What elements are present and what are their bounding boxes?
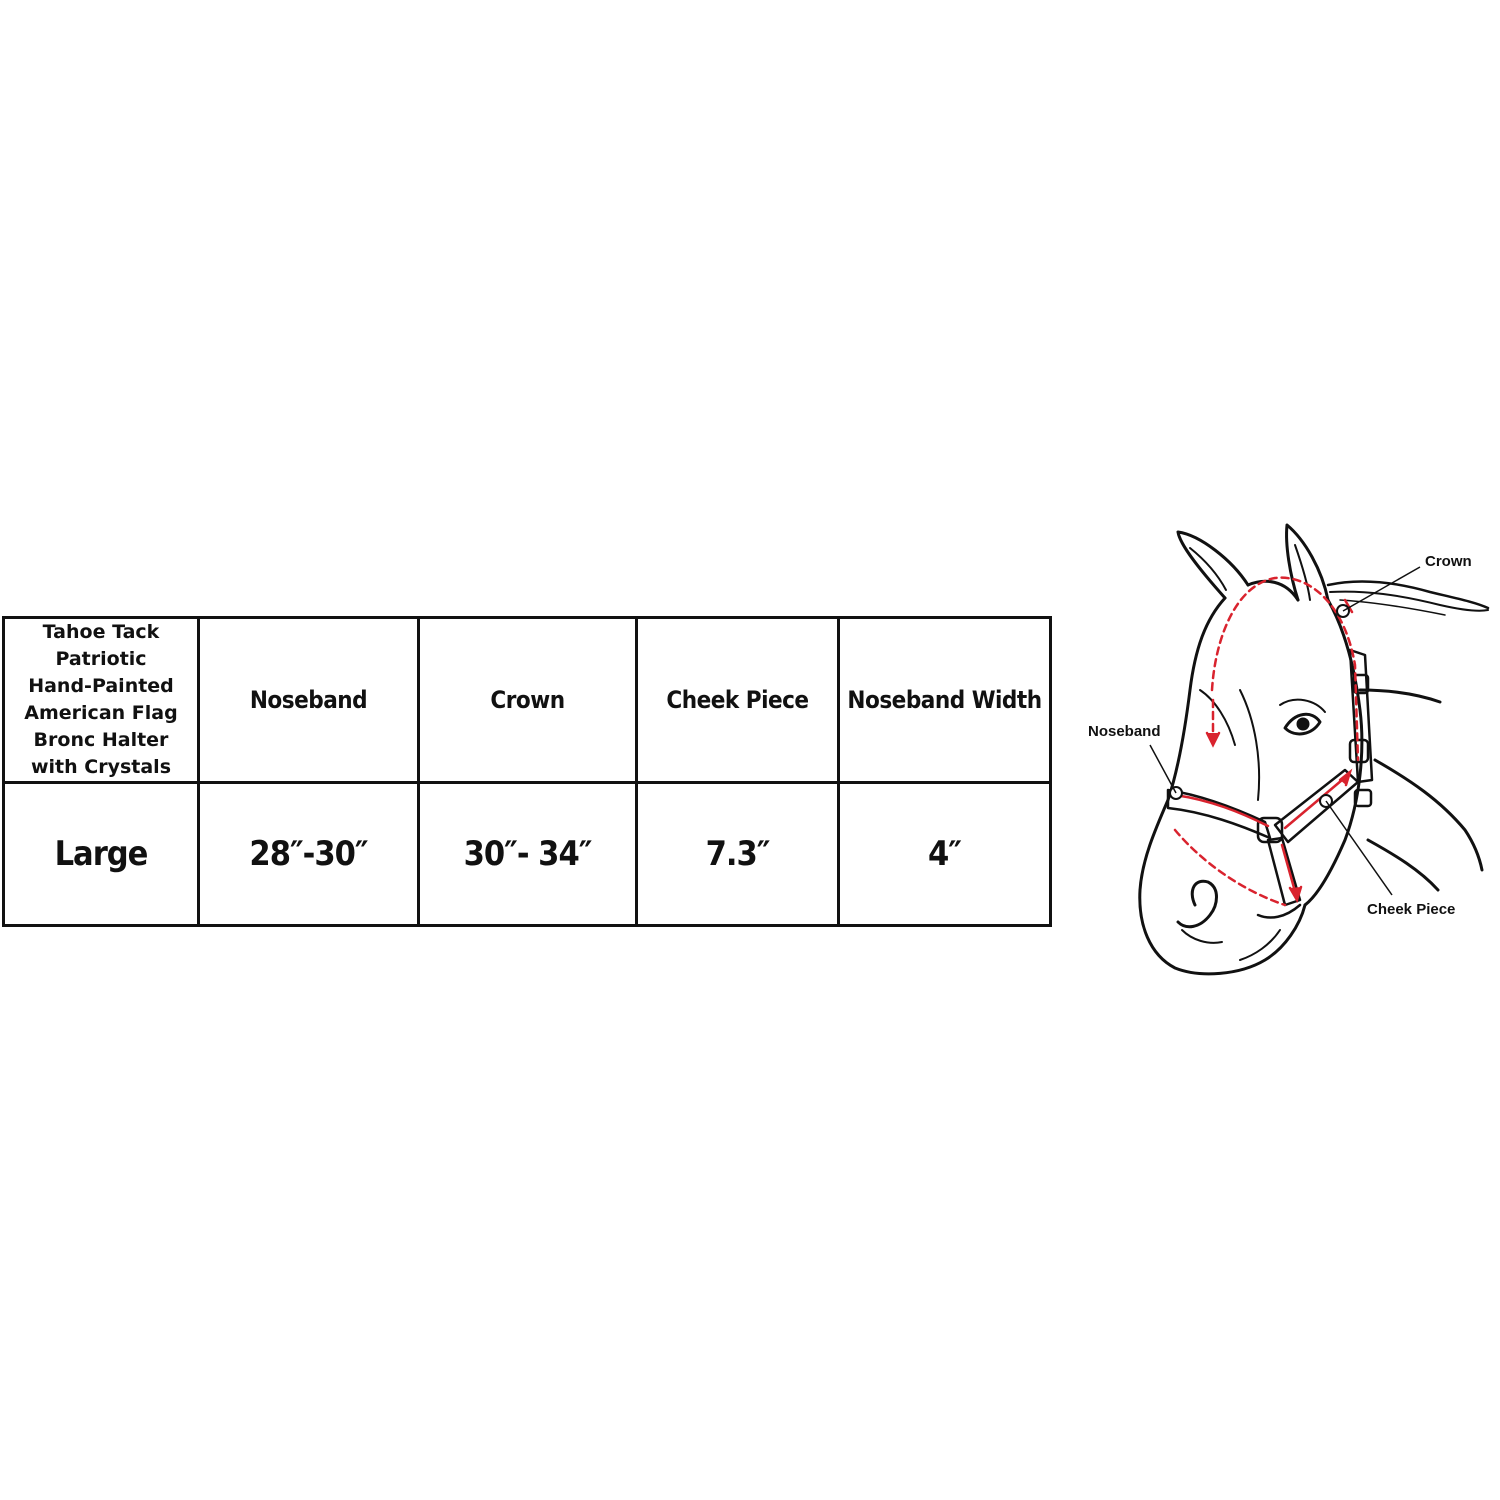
header-crown: Crown [419, 618, 637, 783]
size-row [4, 783, 1051, 926]
value-noseband-width: 4″ [839, 783, 1051, 926]
crown-label: Crown [1425, 553, 1472, 570]
horse-halter-diagram [1080, 520, 1500, 990]
value-crown: 30″- 34″ [419, 783, 637, 926]
value-noseband: 28″-30″ [199, 783, 419, 926]
product-name: Tahoe Tack Patriotic Hand-Painted American Flag Bronc Halter with Crystals [24, 621, 178, 778]
measurement-lines [1175, 578, 1358, 905]
header-noseband: Noseband [199, 618, 419, 783]
header-cheek-piece: Cheek Piece [637, 618, 839, 783]
value-cheek-piece: 7.3″ [637, 783, 839, 926]
size-cell: Large [4, 783, 199, 926]
header-row [4, 618, 1051, 783]
noseband-label: Noseband [1088, 723, 1161, 740]
size-chart-table [2, 616, 1052, 927]
header-noseband-width: Noseband Width [839, 618, 1051, 783]
cheek-piece-label: Cheek Piece [1367, 901, 1456, 918]
product-name-cell [4, 618, 199, 783]
